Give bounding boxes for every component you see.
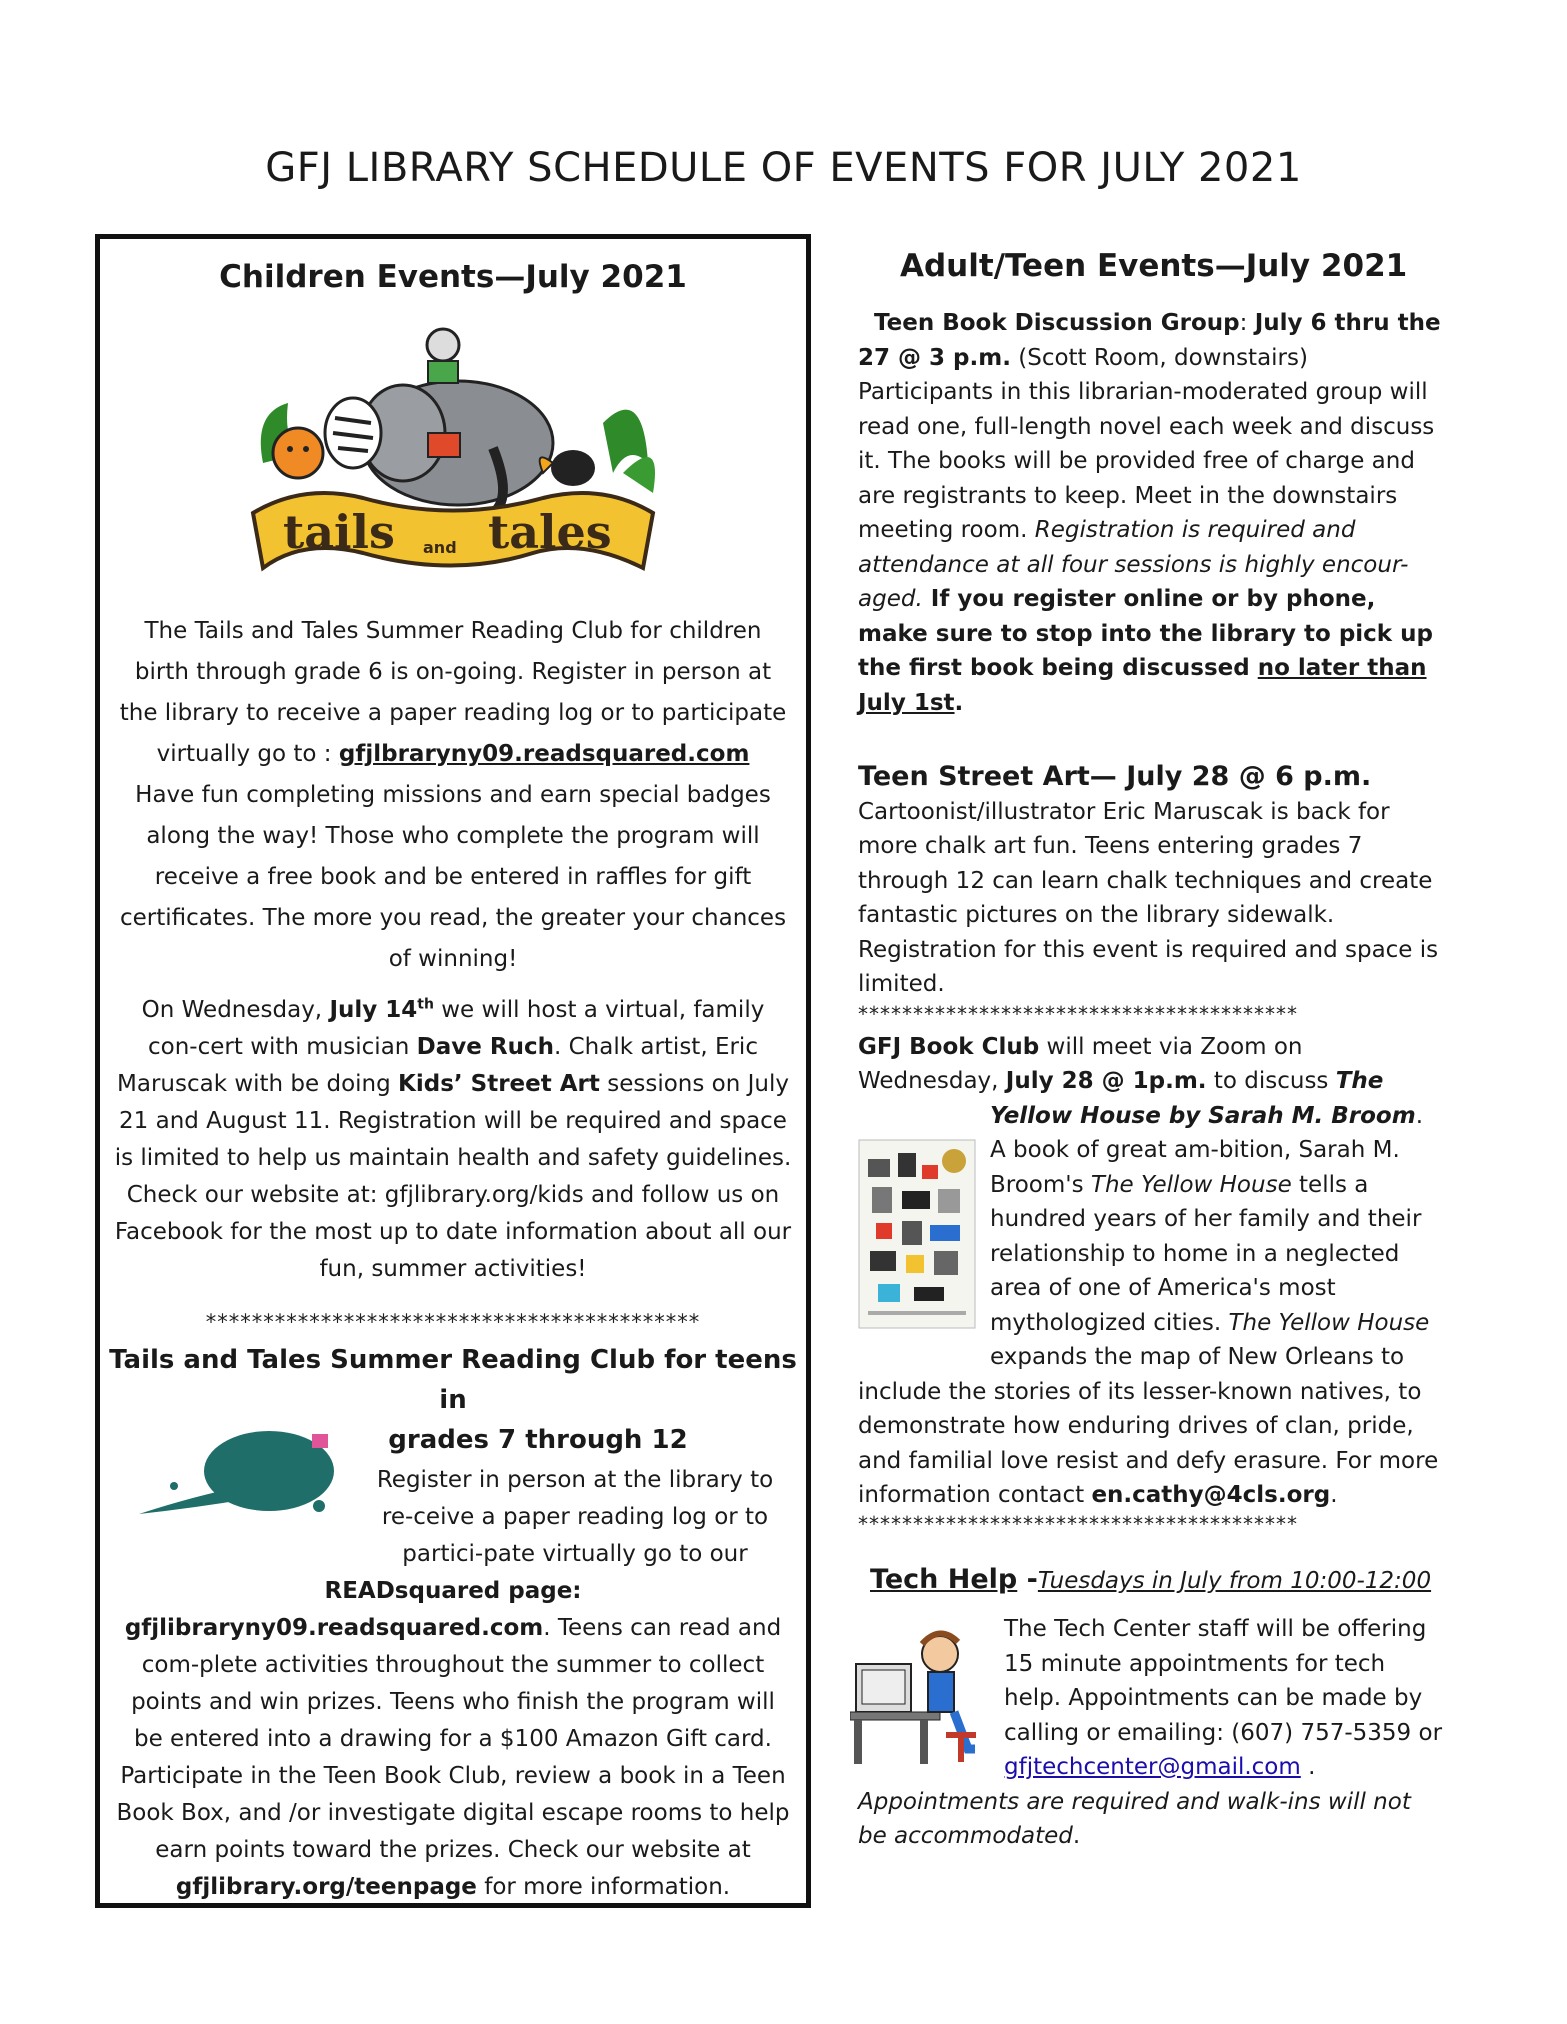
page-title: GFJ LIBRARY SCHEDULE OF EVENTS FOR JULY 2021 xyxy=(265,145,1302,191)
tbd-period: . xyxy=(954,689,964,716)
gbc-text5: expands the map of New Orleans to include the stories of its lesser-known natives, to demonstrate how enduring drives of clan, pride, and familial love resist and defy erasure. For more information contact xyxy=(858,1344,1439,1508)
gbc-book2: The Yellow House xyxy=(1090,1171,1292,1198)
wed-pre: On Wednesday, xyxy=(141,997,330,1023)
tbd-bold: If you register online or by phone, make sure to stop into the library to pick up the first book being discussed xyxy=(858,586,1433,681)
gbc-text1: will meet via Zoom on Wednesday, xyxy=(858,1033,1303,1094)
tech-when: Tuesdays in July from 10:00-12:00 xyxy=(1037,1567,1432,1594)
wed-mid: we will host a virtual, family con-cert with musician xyxy=(148,997,765,1060)
gbc-text4: tells a hundred years of her family and their relationship to home in a neglected area of one of America's most mythologized cities. xyxy=(990,1171,1422,1336)
wed-musician: Dave Ruch xyxy=(416,1034,554,1060)
tbd-text: Participants in this librarian-moderated group will read one, full-length novel each week and discuss it. The books will be provided free of charge and are registrants to keep. Meet in the downstairs meeting room. xyxy=(858,379,1435,543)
teen-street-art-title: Teen Street Art— July 28 @ 6 p.m. xyxy=(858,761,1372,792)
tails-and-tales-logo-icon xyxy=(243,323,663,573)
tbd-where: (Scott Room, downstairs) xyxy=(1010,344,1308,371)
gbc-text3: . A book of great am-bition, Sarah M. Broom's xyxy=(990,1102,1424,1198)
gbc-end: . xyxy=(1330,1482,1338,1508)
teen-text1: Register in person at the library to re-ceive a paper reading log or to partici-pate virtually go to our xyxy=(376,1467,774,1567)
tbd-italic: Registration is required and attendance at all four sessions is highly encour-aged. xyxy=(858,517,1409,612)
logo-word-and: and xyxy=(423,538,457,557)
children-club-text xyxy=(100,611,806,980)
tech-text: The Tech Center staff will be offering 15 minute appointments for tech help. Appointments can be made by calling or emailing: (607) 757-5359 or xyxy=(1004,1616,1443,1746)
teen-readsquared: READsquared page: xyxy=(324,1578,582,1604)
wed-mid2: . Chalk artist, Eric Maruscak with be doing xyxy=(117,1034,758,1097)
tech-sep: . xyxy=(1300,1754,1316,1780)
children-events-box xyxy=(95,234,811,1908)
teen-heading-line2: grades 7 through 12 xyxy=(388,1425,688,1455)
gbc-text2: to discuss xyxy=(1206,1068,1336,1094)
divider-stars: ******************************************* xyxy=(205,1310,701,1334)
logo-word-tales: tales xyxy=(488,505,612,559)
frustrated-computer-user-icon xyxy=(850,1614,990,1769)
tech-end: . xyxy=(1072,1823,1081,1849)
tbd-title: Teen Book Discussion Group xyxy=(874,310,1240,336)
wednesday-events-text xyxy=(100,992,806,1288)
adult-teen-heading: Adult/Teen Events—July 2021 xyxy=(900,248,1408,284)
tech-help-cartoon xyxy=(850,1614,990,1780)
gbc-when: July 28 @ 1p.m. xyxy=(1005,1068,1207,1094)
wed-event: Kids’ Street Art xyxy=(398,1071,600,1097)
ink-splash-icon xyxy=(134,1426,344,1526)
adult-teen-events-column xyxy=(858,246,1443,1854)
club-text: The Tails and Tales Summer Reading Club for children birth through grade 6 is on-going. Register in person at the library to receive a paper reading log or to participate virtually go to : xyxy=(119,618,787,767)
tech-help-text xyxy=(858,1612,1443,1854)
wed-date: July 14 xyxy=(329,997,418,1023)
tech-italic: Appointments are required and walk-ins will not be accommodated xyxy=(858,1788,1411,1849)
teen-text2: . Teens can read and com-plete activities throughout the summer to collect points and win prizes. Teens who finish the program will be entered into a drawing for a $100 Amazon Gift card. Participate in the Teen Book Club, review a book in a Teen Book Box, and /or investigate digital escape rooms to help earn points toward the prizes. Check our website at xyxy=(116,1615,790,1863)
divider-stars-1: **************************************** xyxy=(858,1001,1298,1026)
wed-sup: th xyxy=(417,996,434,1013)
tails-and-tales-logo xyxy=(243,323,663,573)
tbd-when: July 6 thru the 27 @ 3 p.m. xyxy=(858,310,1441,371)
gbc-book: The Yellow House by Sarah M. Broom xyxy=(990,1068,1416,1129)
club-text2: Have fun completing missions and earn special badges along the way! Those who complete the program will receive a free book and be entered in raffles for gift certificates. The more you read, the greater your chances of winning! xyxy=(119,782,787,972)
teen-text3: for more information. xyxy=(476,1874,731,1900)
teen-street-art-text: Cartoonist/illustrator Eric Maruscak is back for more chalk art fun. Teens entering grades 7 through 12 can learn chalk techniques and create fantastic pictures on the library sidewalk. Registration for this event is required and space is limited. xyxy=(858,798,1439,997)
gbc-title: GFJ Book Club xyxy=(858,1033,1040,1060)
teen-heading-line1: Tails and Tales Summer Reading Club for teens in xyxy=(109,1345,797,1415)
teen-site[interactable]: gfjlibrary.org/teenpage xyxy=(175,1874,477,1900)
ink-splash-image xyxy=(134,1426,344,1538)
tech-email-link[interactable]: gfjtechcenter@gmail.com xyxy=(1004,1754,1301,1780)
book-club-text xyxy=(858,1030,1443,1513)
logo-word-tails: tails xyxy=(283,505,395,559)
tech-help-title: Tech Help xyxy=(870,1563,1018,1595)
teen-book-discussion xyxy=(858,306,1443,720)
teen-link[interactable]: gfjlibraryny09.readsquared.com xyxy=(124,1615,544,1641)
tbd-deadline: no later than July 1st xyxy=(858,655,1427,716)
teen-club-text xyxy=(100,1462,806,1906)
gbc-email[interactable]: en.cathy@4cls.org xyxy=(1091,1482,1331,1508)
tech-help-heading xyxy=(858,1563,1443,1599)
yellow-house-book-cover xyxy=(858,1139,976,1340)
children-events-heading: Children Events—July 2021 xyxy=(219,259,687,295)
wed-end: sessions on July 21 and August 11. Registration will be required and space is limited to help us maintain health and safety guidelines. Check our website at: gfjlibrary.org/kids and follow us on Facebook for the most up to date information about all our fun, summer activities! xyxy=(114,1071,792,1282)
tbd-colon: : xyxy=(1239,310,1255,336)
divider-stars-2: **************************************** xyxy=(858,1511,1298,1536)
book-cover-icon xyxy=(858,1139,976,1329)
club-link[interactable]: gfjlbraryny09.readsquared.com xyxy=(338,741,750,767)
tech-dash: - xyxy=(1017,1563,1038,1595)
gbc-book3: The Yellow House xyxy=(1228,1309,1430,1336)
